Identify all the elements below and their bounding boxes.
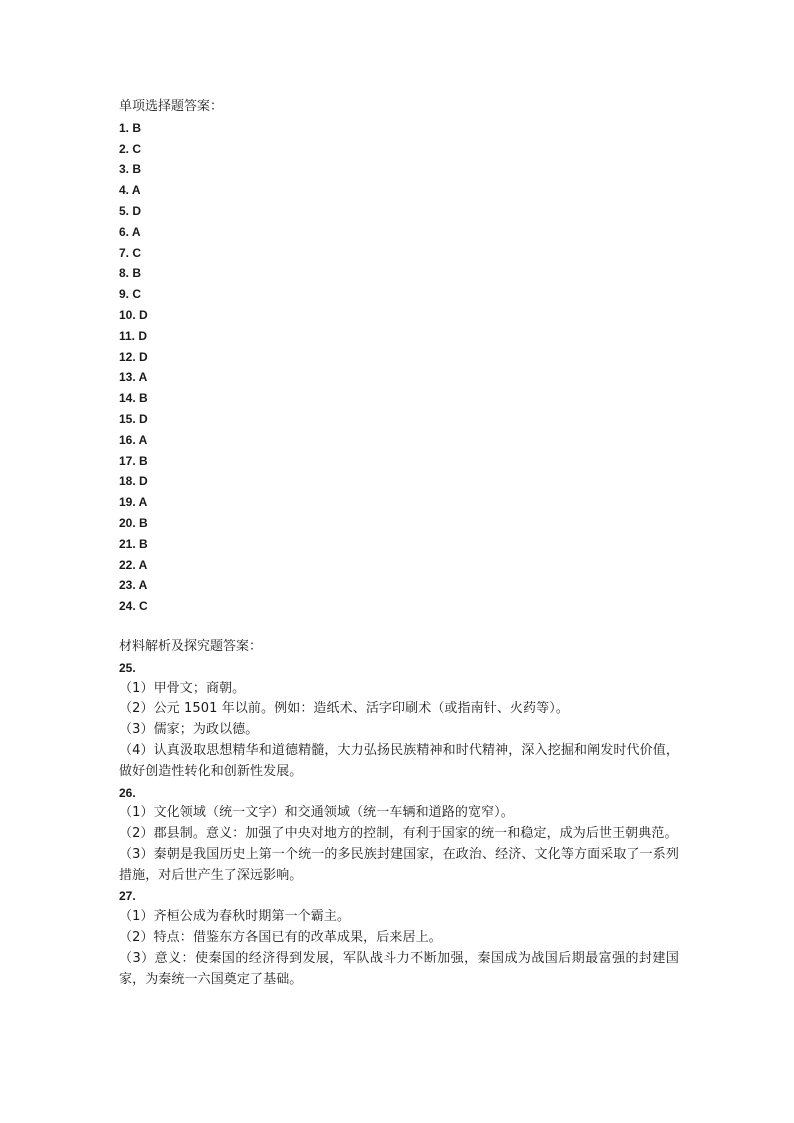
answer-item: 4. A xyxy=(119,183,141,198)
answer-item: 3. B xyxy=(119,162,142,177)
answer-item: 10. D xyxy=(119,307,148,322)
answer-item: 23. A xyxy=(119,578,148,593)
multiple-choice-title: 单项选择题答案： xyxy=(119,99,224,114)
answer-item: 12. D xyxy=(119,349,148,364)
question-block xyxy=(119,783,679,887)
answer-item: 14. B xyxy=(119,391,148,406)
question-number: 25. xyxy=(119,660,136,675)
answer-line: （1）齐桓公成为春秋时期第一个霸主。 xyxy=(119,909,351,925)
answer-line: （1）甲骨文；商朝。 xyxy=(119,680,246,696)
analysis-answer-list xyxy=(119,658,679,991)
answer-line: （2）郡县制。意义：加强了中央对地方的控制，有利于国家的统一和稳定，成为后世王朝典范。 xyxy=(119,826,678,842)
question-number: 26. xyxy=(119,785,136,800)
answer-item: 1. B xyxy=(119,120,142,135)
answer-item: 7. C xyxy=(119,245,142,260)
question-block xyxy=(119,886,679,990)
answer-item: 21. B xyxy=(119,536,148,551)
section-spacer xyxy=(119,617,679,637)
answer-line: （1）文化领域（统一文字）和交通领域（统一车辆和道路的宽窄）。 xyxy=(119,805,514,821)
answer-item: 22. A xyxy=(119,557,148,572)
answer-line: （2）特点：借鉴东方各国已有的改革成果，后来居上。 xyxy=(119,930,442,946)
question-number: 27. xyxy=(119,889,136,904)
answer-item: 20. B xyxy=(119,515,148,530)
answer-sheet xyxy=(119,97,679,990)
answer-item: 9. C xyxy=(119,287,142,302)
answer-item: 18. D xyxy=(119,474,148,489)
answer-item: 8. B xyxy=(119,266,142,281)
answer-line: （2）公元 1501 年以前。例如：造纸术、活字印刷术（或指南针、火药等）。 xyxy=(119,701,569,717)
answer-item: 6. A xyxy=(119,224,141,239)
answer-line: （3）儒家；为政以德。 xyxy=(119,722,259,738)
analysis-title: 材料解析及探究题答案： xyxy=(119,638,263,654)
answer-item: 5. D xyxy=(119,203,142,218)
answer-item: 17. B xyxy=(119,453,148,468)
answer-item: 2. C xyxy=(119,141,142,156)
answer-line: （3）意义：使秦国的经济得到发展，军队战斗力不断加强，秦国成为战国后期最富强的封建国家，为秦统一六国奠定了基础。 xyxy=(119,950,679,987)
multiple-choice-answer-list xyxy=(119,118,679,617)
question-block xyxy=(119,658,679,783)
answer-item: 24. C xyxy=(119,599,148,614)
answer-item: 19. A xyxy=(119,495,148,510)
answer-item: 11. D xyxy=(119,328,148,343)
answer-item: 16. A xyxy=(119,432,148,447)
answer-item: 13. A xyxy=(119,370,148,385)
answer-item: 15. D xyxy=(119,411,148,426)
answer-line: （4）认真汲取思想精华和道德精髓，大力弘扬民族精神和时代精神，深入挖掘和阐发时代价值，做好创造性转化和创新性发展。 xyxy=(119,742,679,779)
answer-line: （3）秦朝是我国历史上第一个统一的多民族封建国家，在政治、经济、文化等方面采取了一系列措施，对后世产生了深远影响。 xyxy=(119,846,679,883)
